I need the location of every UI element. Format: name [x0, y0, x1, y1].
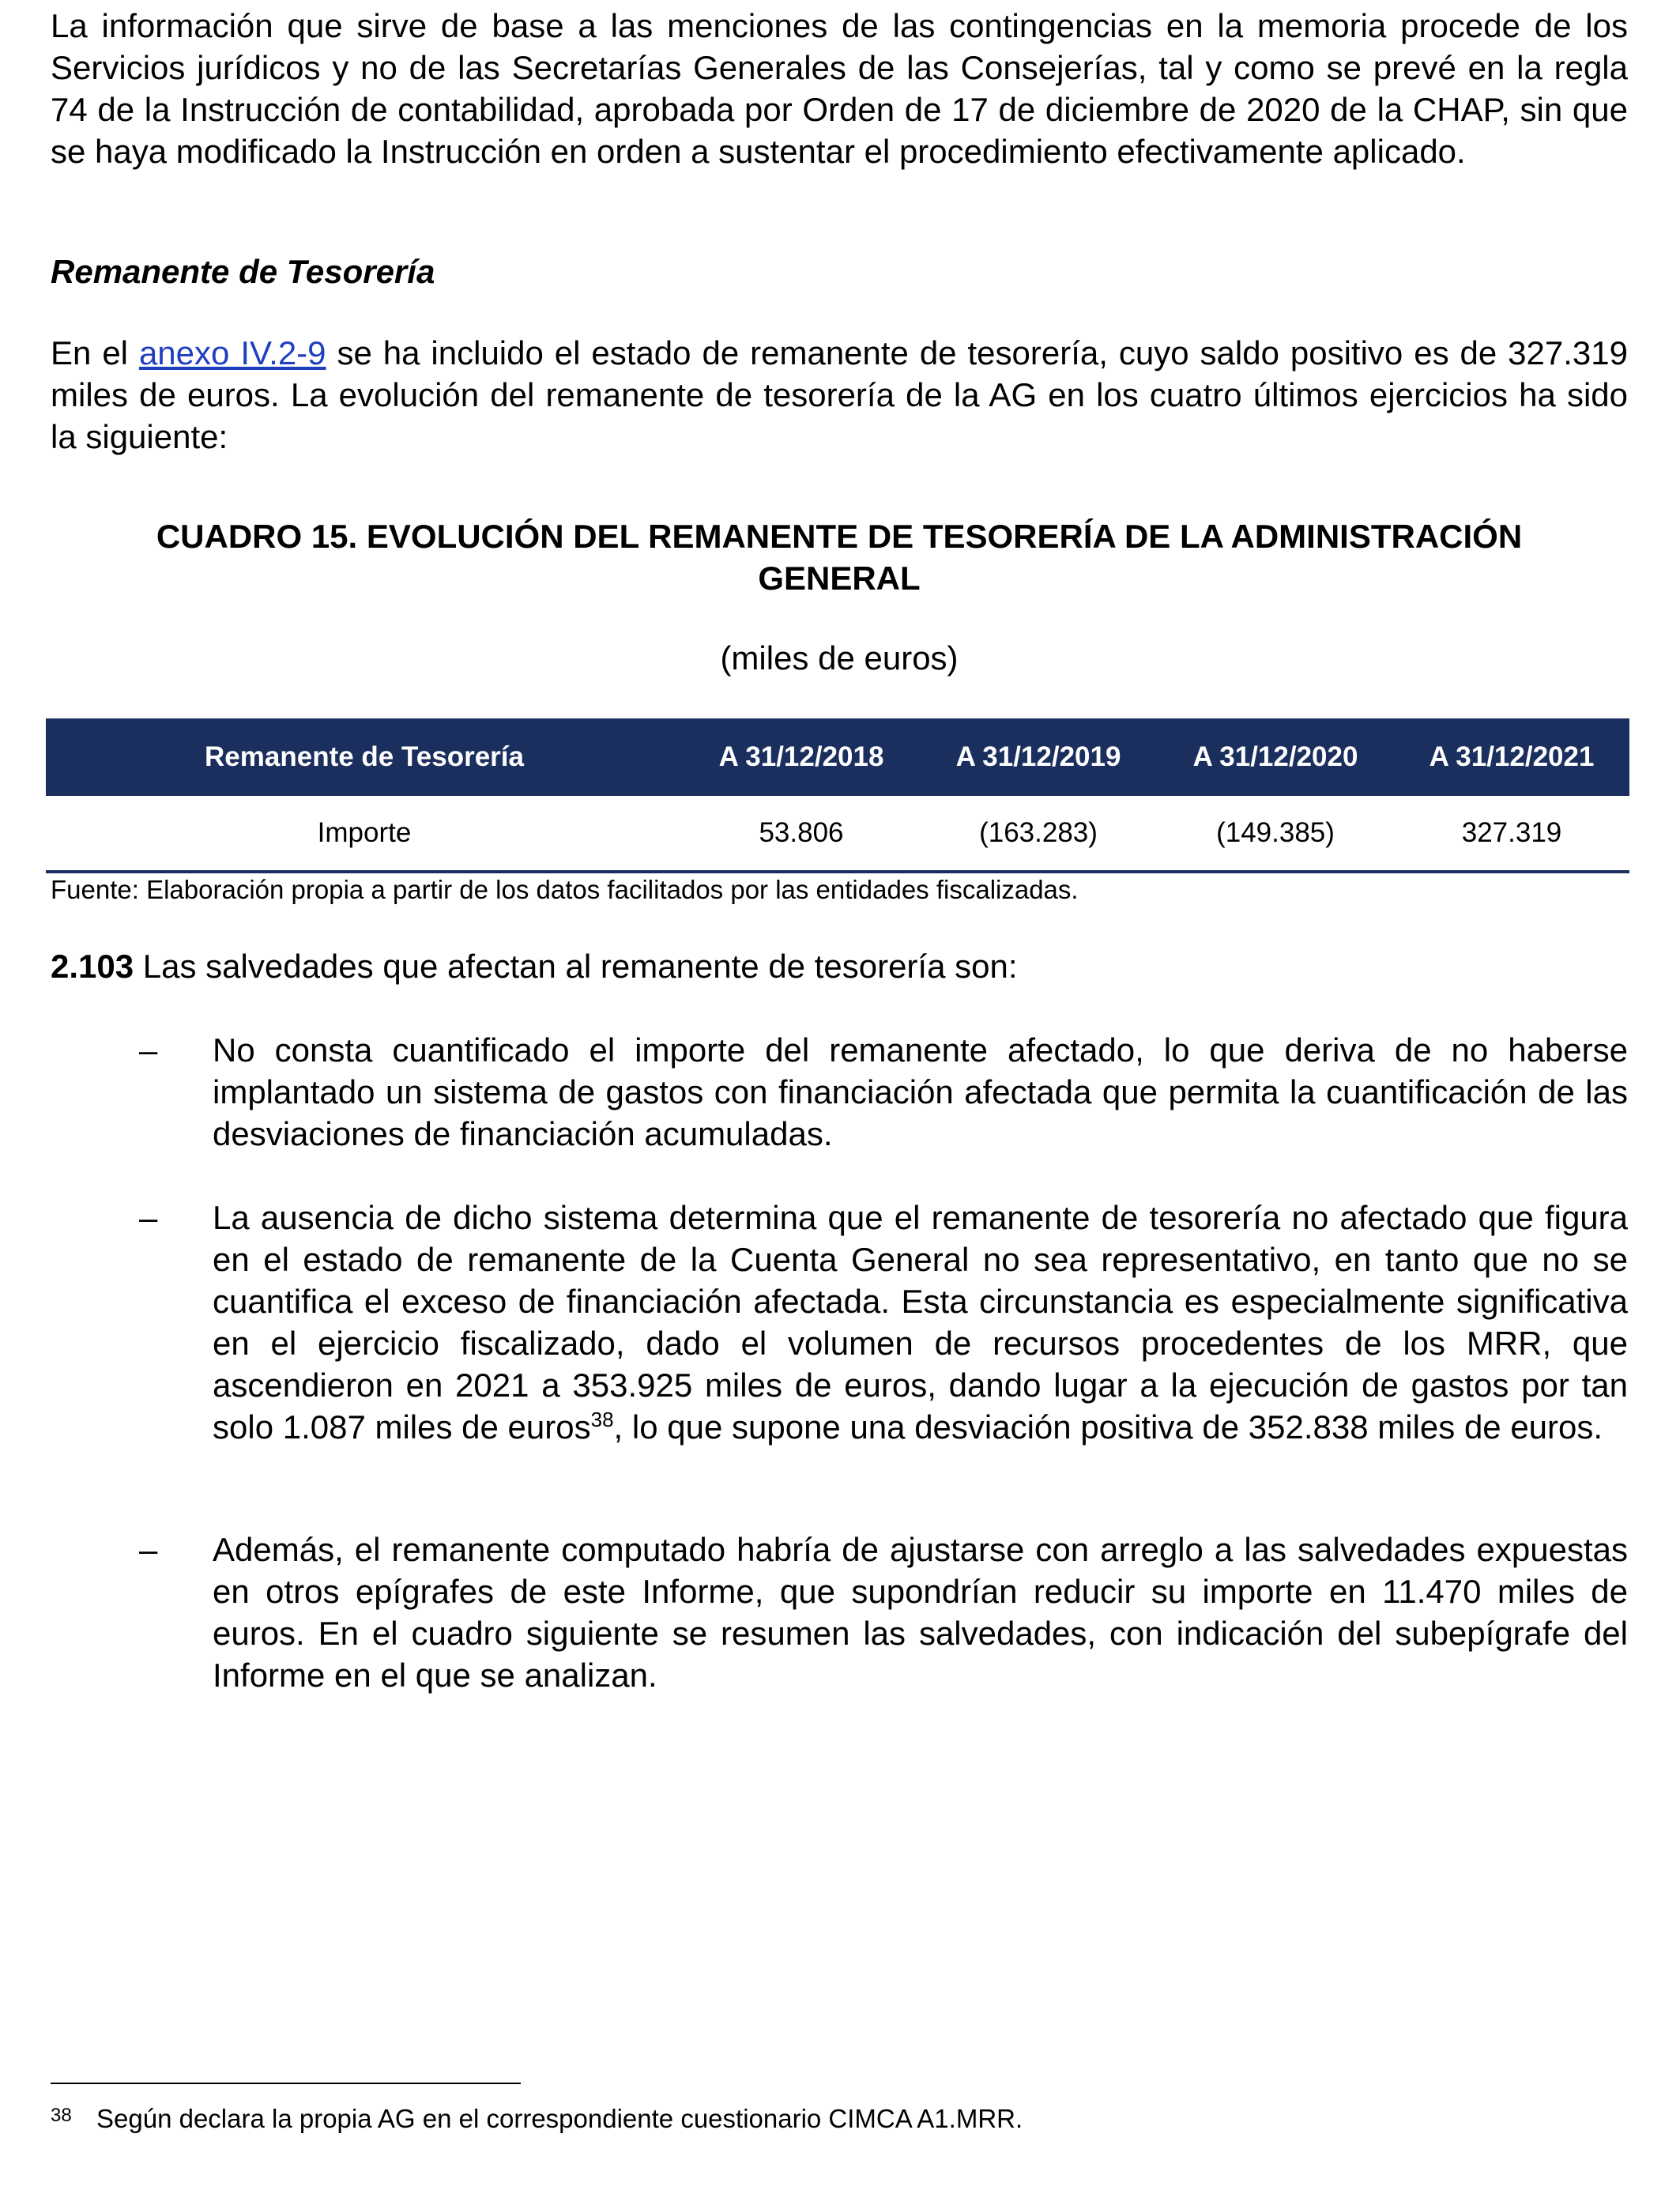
table-title	[51, 515, 1628, 599]
table-source-note: Fuente: Elaboración propia a partir de los datos facilitados por las entidades fiscalizadas.	[51, 875, 1079, 904]
footnote-reference[interactable]: 38	[590, 1408, 614, 1431]
table-title-line2: GENERAL	[758, 560, 921, 597]
list-item-text: No consta cuantificado el importe del remanente afectado, lo que deriva de no haberse implantado un sistema de gastos con financiación afectada que permita la cuantificación de las desviaciones de financiación acumuladas.	[213, 1031, 1628, 1152]
table-header-2020: A 31/12/2020	[1192, 741, 1358, 772]
dash-bullet-icon: –	[139, 1531, 158, 1568]
dash-bullet-icon: –	[139, 1031, 158, 1069]
paragraph-remanente-after-link: se ha incluido el estado de remanente de tesorería, cuyo saldo positivo es de 327.319 miles de euros. La evolución del remanente de tesorería de la AG en los cuatro últimos ejercicios ha sido la siguiente:	[51, 334, 1628, 455]
paragraph-2-103-text: Las salvedades que afectan al remanente de tesorería son:	[134, 948, 1018, 985]
table-header-2018: A 31/12/2018	[718, 741, 884, 772]
anexo-link[interactable]: anexo IV.2-9	[138, 334, 326, 371]
paragraph-number: 2.103	[51, 948, 134, 985]
table-header-2021: A 31/12/2021	[1429, 741, 1595, 772]
table-header-concept: Remanente de Tesorería	[205, 741, 524, 772]
table-cell-2020: (149.385)	[1157, 796, 1394, 872]
table-cell-label: Importe	[46, 796, 683, 872]
list-item-text-before-footnote: La ausencia de dicho sistema determina que el remanente de tesorería no afectado que figura en el estado de remanente de la Cuenta General no sea representativo, en tanto que no se cuantifica el exceso de financiación afectada. Esta circunstancia es especialmente significativa en el ejercicio fiscalizado, dado el volumen de recursos procedentes de los MRR, que ascendieron en 2021 a 353.925 miles de euros, dando lugar a la ejecución de gastos por tan solo 1.087 miles de euros	[213, 1199, 1628, 1446]
footnote-text: Según declara la propia AG en el correspondiente cuestionario CIMCA A1.MRR.	[96, 2104, 1023, 2133]
paragraph-2-103	[51, 945, 1018, 987]
table-cell-2019: (163.283)	[920, 796, 1157, 872]
table-title-line1: CUADRO 15. EVOLUCIÓN DEL REMANENTE DE TESORERÍA DE LA ADMINISTRACIÓN	[156, 518, 1523, 555]
remanente-table	[46, 718, 1629, 873]
paragraph-remanente-intro	[51, 332, 1628, 458]
list-item-text	[213, 1197, 1628, 1448]
dash-bullet-icon: –	[139, 1199, 158, 1236]
list-item-text-after-footnote: , lo que supone una desviación positiva de 352.838 miles de euros.	[613, 1408, 1603, 1446]
list-item-text: Además, el remanente computado habría de ajustarse con arreglo a las salvedades expuestas en otros epígrafes de este Informe, que supondrían reducir su importe en 11.470 miles de euros. En el cuadro siguiente se resumen las salvedades, con indicación del subepígrafe del Informe en el que se analizan.	[213, 1531, 1628, 1694]
table-row	[46, 796, 1629, 872]
table-header-2019: A 31/12/2019	[955, 741, 1121, 772]
table-cell-2018: 53.806	[683, 796, 920, 872]
table-cell-2021: 327.319	[1394, 796, 1629, 872]
footnote-number: 38	[51, 2105, 72, 2126]
footnote-divider	[51, 2083, 521, 2084]
section-heading-remanente: Remanente de Tesorería	[51, 253, 435, 290]
footnote	[51, 2102, 1023, 2136]
table-header-row	[46, 718, 1629, 796]
paragraph-contingencias: La información que sirve de base a las menciones de las contingencias en la memoria procede de los Servicios jurídicos y no de las Secretarías Generales de las Consejerías, tal y como se prevé en la regla 74 de la Instrucción de contabilidad, aprobada por Orden de 17 de diciembre de 2020 de la CHAP, sin que se haya modificado la Instrucción en orden a sustentar el procedimiento efectivamente aplicado.	[51, 7, 1628, 170]
paragraph-remanente-before-link: En el	[51, 334, 139, 371]
table-units: (miles de euros)	[720, 639, 959, 677]
